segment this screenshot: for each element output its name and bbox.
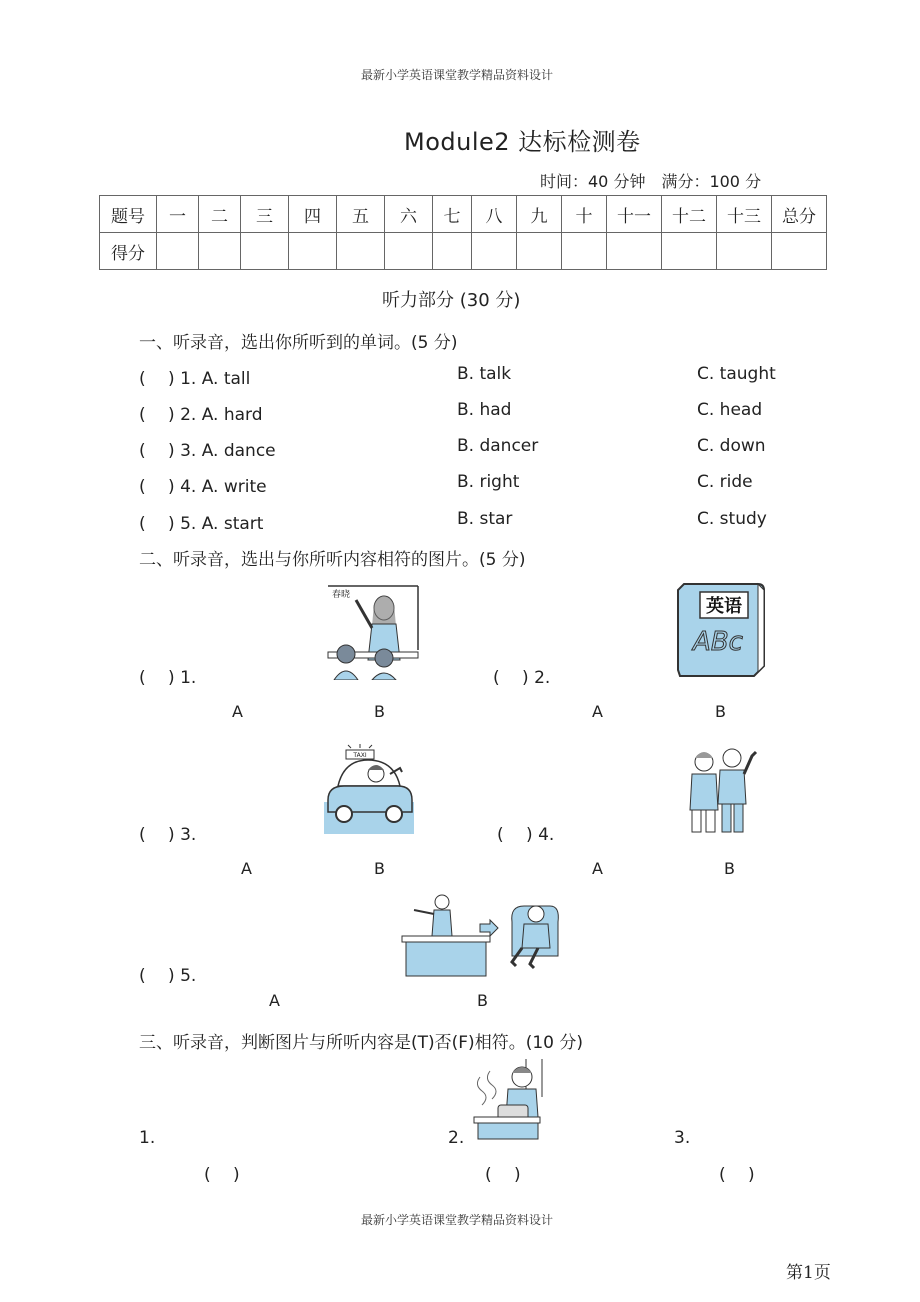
table-cell: 题号 [100, 196, 157, 233]
option-c: C. study [697, 509, 767, 529]
score-input-cell[interactable] [717, 233, 772, 270]
answer-box[interactable]: ( ) [719, 1165, 755, 1185]
question-stem: ( ) 3. A. dance [139, 441, 276, 461]
taxi-driver-picture [324, 742, 414, 834]
listening-part-title: 听力部分 (30 分) [382, 290, 521, 311]
table-cell: 十一 [607, 196, 662, 233]
answer-box[interactable]: ( ) [204, 1165, 240, 1185]
option-label-a: A [592, 859, 603, 878]
table-cell: 七 [433, 196, 472, 233]
score-input-cell[interactable] [433, 233, 472, 270]
table-cell: 十 [562, 196, 607, 233]
section2-title: 二、听录音，选出与你所听内容相符的图片。(5 分) [139, 550, 526, 570]
score-input-cell[interactable] [241, 233, 289, 270]
option-b: B. talk [457, 364, 512, 384]
option-label-a: A [269, 991, 280, 1010]
score-input-cell[interactable] [562, 233, 607, 270]
score-input-cell[interactable] [385, 233, 433, 270]
score-input-cell[interactable] [607, 233, 662, 270]
score-input-cell[interactable] [772, 233, 827, 270]
question-stem: ( ) 5. [139, 966, 197, 986]
table-cell: 一 [157, 196, 199, 233]
score-table-score-row [100, 233, 827, 270]
question-stem: ( ) 1. A. tall [139, 369, 251, 389]
section1-title: 一、听录音，选出你所听到的单词。(5 分) [139, 333, 458, 353]
document-title: Module2 达标检测卷 [404, 128, 641, 156]
score-table [99, 195, 827, 270]
option-label-a: A [232, 702, 243, 721]
table-cell: 总分 [772, 196, 827, 233]
book-title: 英语 [706, 596, 742, 617]
option-label-a: A [241, 859, 252, 878]
section3-title: 三、听录音，判断图片与所听内容是(T)否(F)相符。(10 分) [139, 1033, 583, 1053]
option-label-b: B [477, 991, 488, 1010]
table-cell: 八 [472, 196, 517, 233]
score-input-cell[interactable] [337, 233, 385, 270]
table-cell: 五 [337, 196, 385, 233]
option-b: B. star [457, 509, 513, 529]
item-number: 1. [139, 1128, 156, 1148]
page-number: 第1页 [786, 1263, 831, 1283]
question-stem: ( ) 2. [493, 668, 551, 688]
time-info: 时间：40 分钟 满分：100 分 [540, 172, 762, 191]
option-label-b: B [374, 859, 385, 878]
score-input-cell[interactable] [199, 233, 241, 270]
option-label-b: B [724, 859, 735, 878]
elderly-couple-picture [684, 744, 758, 836]
book-letters: ABc [693, 627, 743, 657]
table-cell: 十二 [662, 196, 717, 233]
question-stem: ( ) 5. A. start [139, 514, 264, 534]
option-c: C. taught [697, 364, 776, 384]
table-cell: 三 [241, 196, 289, 233]
question-stem: ( ) 4. A. write [139, 477, 267, 497]
option-b: B. right [457, 472, 520, 492]
taxi-sign: TAXI [353, 752, 367, 759]
question-stem: ( ) 1. [139, 668, 197, 688]
option-b: B. dancer [457, 436, 539, 456]
score-input-cell[interactable] [157, 233, 199, 270]
page-footer: 最新小学英语课堂教学精品资料设计 [361, 1213, 554, 1227]
cooking-picture [470, 1057, 554, 1143]
option-c: C. ride [697, 472, 753, 492]
score-input-cell[interactable] [662, 233, 717, 270]
page-header: 最新小学英语课堂教学精品资料设计 [361, 68, 554, 82]
question-stem: ( ) 3. [139, 825, 197, 845]
teacher-to-retired-picture [400, 892, 564, 978]
score-input-cell[interactable] [289, 233, 337, 270]
option-label-a: A [592, 702, 603, 721]
option-label-b: B [715, 702, 726, 721]
score-input-cell[interactable] [472, 233, 517, 270]
teacher-blackboard-picture [326, 580, 421, 680]
table-cell: 六 [385, 196, 433, 233]
answer-box[interactable]: ( ) [485, 1165, 521, 1185]
option-label-b: B [374, 702, 385, 721]
score-table-header-row [100, 196, 827, 233]
table-cell: 得分 [100, 233, 157, 270]
english-book-picture [674, 580, 768, 678]
table-cell: 四 [289, 196, 337, 233]
question-stem: ( ) 2. A. hard [139, 405, 263, 425]
blackboard-text: 春晓 [332, 590, 351, 600]
table-cell: 九 [517, 196, 562, 233]
option-b: B. had [457, 400, 512, 420]
table-cell: 十三 [717, 196, 772, 233]
option-c: C. head [697, 400, 763, 420]
question-stem: ( ) 4. [497, 825, 555, 845]
item-number: 2. [448, 1128, 465, 1148]
item-number: 3. [674, 1128, 691, 1148]
table-cell: 二 [199, 196, 241, 233]
score-input-cell[interactable] [517, 233, 562, 270]
option-c: C. down [697, 436, 766, 456]
